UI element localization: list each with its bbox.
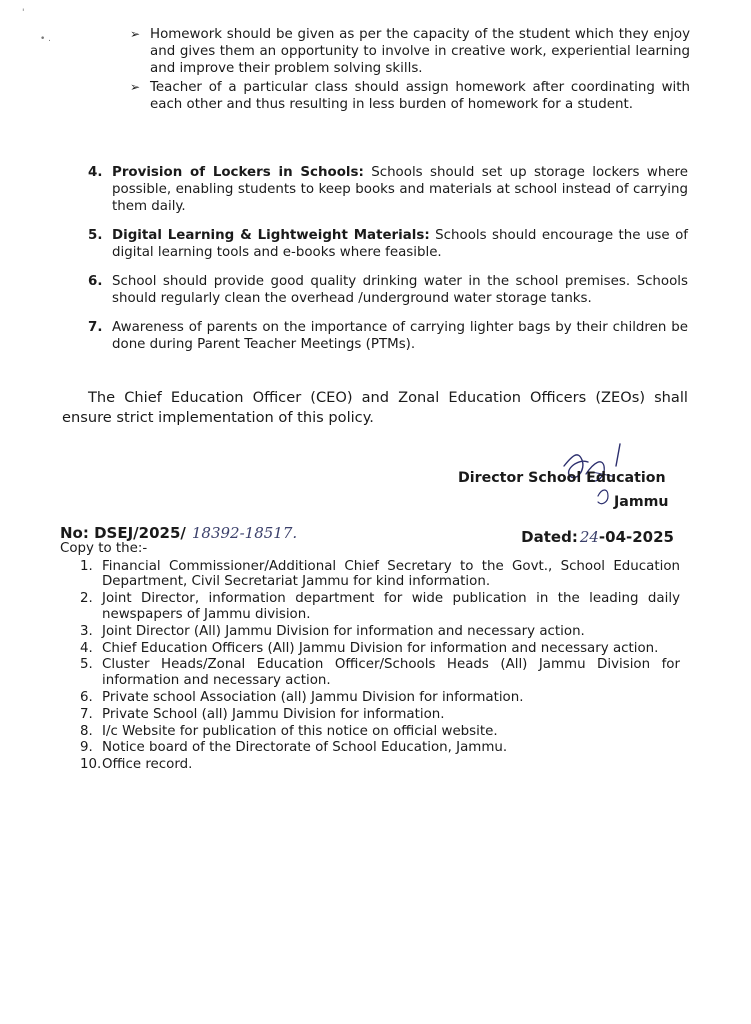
policy-point bbox=[88, 273, 688, 307]
dated-label: Dated: bbox=[521, 528, 578, 546]
copy-text: Joint Director, information department for wide publication in the leading daily newspapers of Jammu division. bbox=[102, 591, 680, 622]
point-title: Provision of Lockers in Schools: bbox=[112, 165, 364, 180]
policy-points bbox=[88, 164, 688, 365]
copy-number: 9. bbox=[80, 740, 93, 756]
copy-to-heading: Copy to the:- bbox=[60, 541, 148, 556]
copy-item bbox=[80, 690, 680, 705]
signatory-place: Jammu bbox=[614, 494, 669, 510]
copy-number: 1. bbox=[80, 559, 93, 574]
policy-point bbox=[88, 319, 688, 353]
point-title: Digital Learning & Lightweight Materials: bbox=[112, 228, 430, 243]
date-field bbox=[521, 528, 674, 546]
copy-text: Chief Education Officers (All) Jammu Division for information and necessary action. bbox=[102, 640, 659, 656]
copy-text: Joint Director (All) Jammu Division for information and necessary action. bbox=[102, 623, 585, 639]
handwritten-day: 24 bbox=[579, 528, 599, 546]
bullet-item bbox=[130, 79, 690, 113]
homework-bullets bbox=[130, 26, 690, 115]
point-text: Schools should set up storage lockers where possible, enabling students to keep books and materials at school instead of carrying them daily. bbox=[112, 165, 689, 214]
copy-item bbox=[80, 641, 680, 656]
copy-text: Financial Commissioner/Additional Chief Secretary to the Govt., School Education Department, Civil Secretariat Jammu for kind information. bbox=[102, 559, 680, 590]
point-text: School should provide good quality drinking water in the school premises. Schools should regularly clean the overhead /underground water storage tanks. bbox=[112, 274, 688, 306]
scan-mark: • . bbox=[40, 34, 52, 44]
copy-item bbox=[80, 559, 680, 590]
copy-item bbox=[80, 724, 680, 739]
copy-text: Cluster Heads/Zonal Education Officer/Schools Heads (All) Jammu Division for information and necessary action. bbox=[102, 657, 680, 688]
copy-number: 6. bbox=[80, 689, 93, 705]
copy-number: 7. bbox=[80, 706, 93, 722]
copy-item bbox=[80, 657, 680, 688]
handwritten-number: 18392-18517. bbox=[191, 524, 298, 542]
arrow-bullet-icon: ➢ bbox=[130, 27, 141, 41]
bullet-text: Teacher of a particular class should assign homework after coordinating with each other and thus resulting in less burden of homework for a student. bbox=[150, 80, 690, 112]
signatory-title: Director School Education bbox=[458, 470, 666, 486]
arrow-bullet-icon: ➢ bbox=[130, 80, 141, 94]
copy-number: 8. bbox=[80, 723, 93, 739]
copy-number: 10. bbox=[80, 757, 102, 773]
dated-value: -04-2025 bbox=[598, 528, 674, 546]
copy-text: I/c Website for publication of this notice on official website. bbox=[102, 723, 498, 739]
copy-number: 2. bbox=[80, 591, 93, 607]
point-number: 4. bbox=[88, 165, 103, 180]
copy-item bbox=[80, 707, 680, 722]
copy-list bbox=[80, 559, 680, 774]
copy-number: 4. bbox=[80, 640, 93, 656]
point-number: 5. bbox=[88, 228, 103, 243]
copy-item bbox=[80, 757, 680, 772]
point-number: 6. bbox=[88, 274, 103, 289]
reference-prefix: No: DSEJ/2025/ bbox=[60, 524, 186, 542]
point-text: Schools should encourage the use of digital learning tools and e-books where feasible. bbox=[112, 228, 688, 260]
point-number: 7. bbox=[88, 320, 103, 335]
copy-item bbox=[80, 624, 680, 639]
copy-text: Office record. bbox=[102, 757, 193, 773]
reference-number bbox=[60, 524, 297, 542]
copy-text: Private school Association (all) Jammu Division for information. bbox=[102, 689, 524, 705]
scan-mark: ' bbox=[22, 8, 25, 18]
reference-row bbox=[60, 522, 690, 548]
copy-item bbox=[80, 740, 680, 755]
copy-number: 5. bbox=[80, 657, 93, 673]
point-text: Awareness of parents on the importance of carrying lighter bags by their children be done during Parent Teacher Meetings (PTMs). bbox=[112, 320, 688, 352]
copy-item bbox=[80, 591, 680, 622]
copy-text: Private School (all) Jammu Division for information. bbox=[102, 706, 445, 722]
bullet-item bbox=[130, 26, 690, 77]
signature-block bbox=[456, 436, 696, 518]
copy-number: 3. bbox=[80, 623, 93, 639]
closing-paragraph: The Chief Education Officer (CEO) and Zonal Education Officers (ZEOs) shall ensure strict implementation of this policy. bbox=[62, 389, 688, 426]
policy-point bbox=[88, 164, 688, 215]
policy-point bbox=[88, 227, 688, 261]
bullet-text: Homework should be given as per the capacity of the student which they enjoy and gives them an opportunity to involve in creative work, experiential learning and improve their problem solving skills. bbox=[150, 27, 690, 76]
copy-text: Notice board of the Directorate of School Education, Jammu. bbox=[102, 740, 508, 756]
